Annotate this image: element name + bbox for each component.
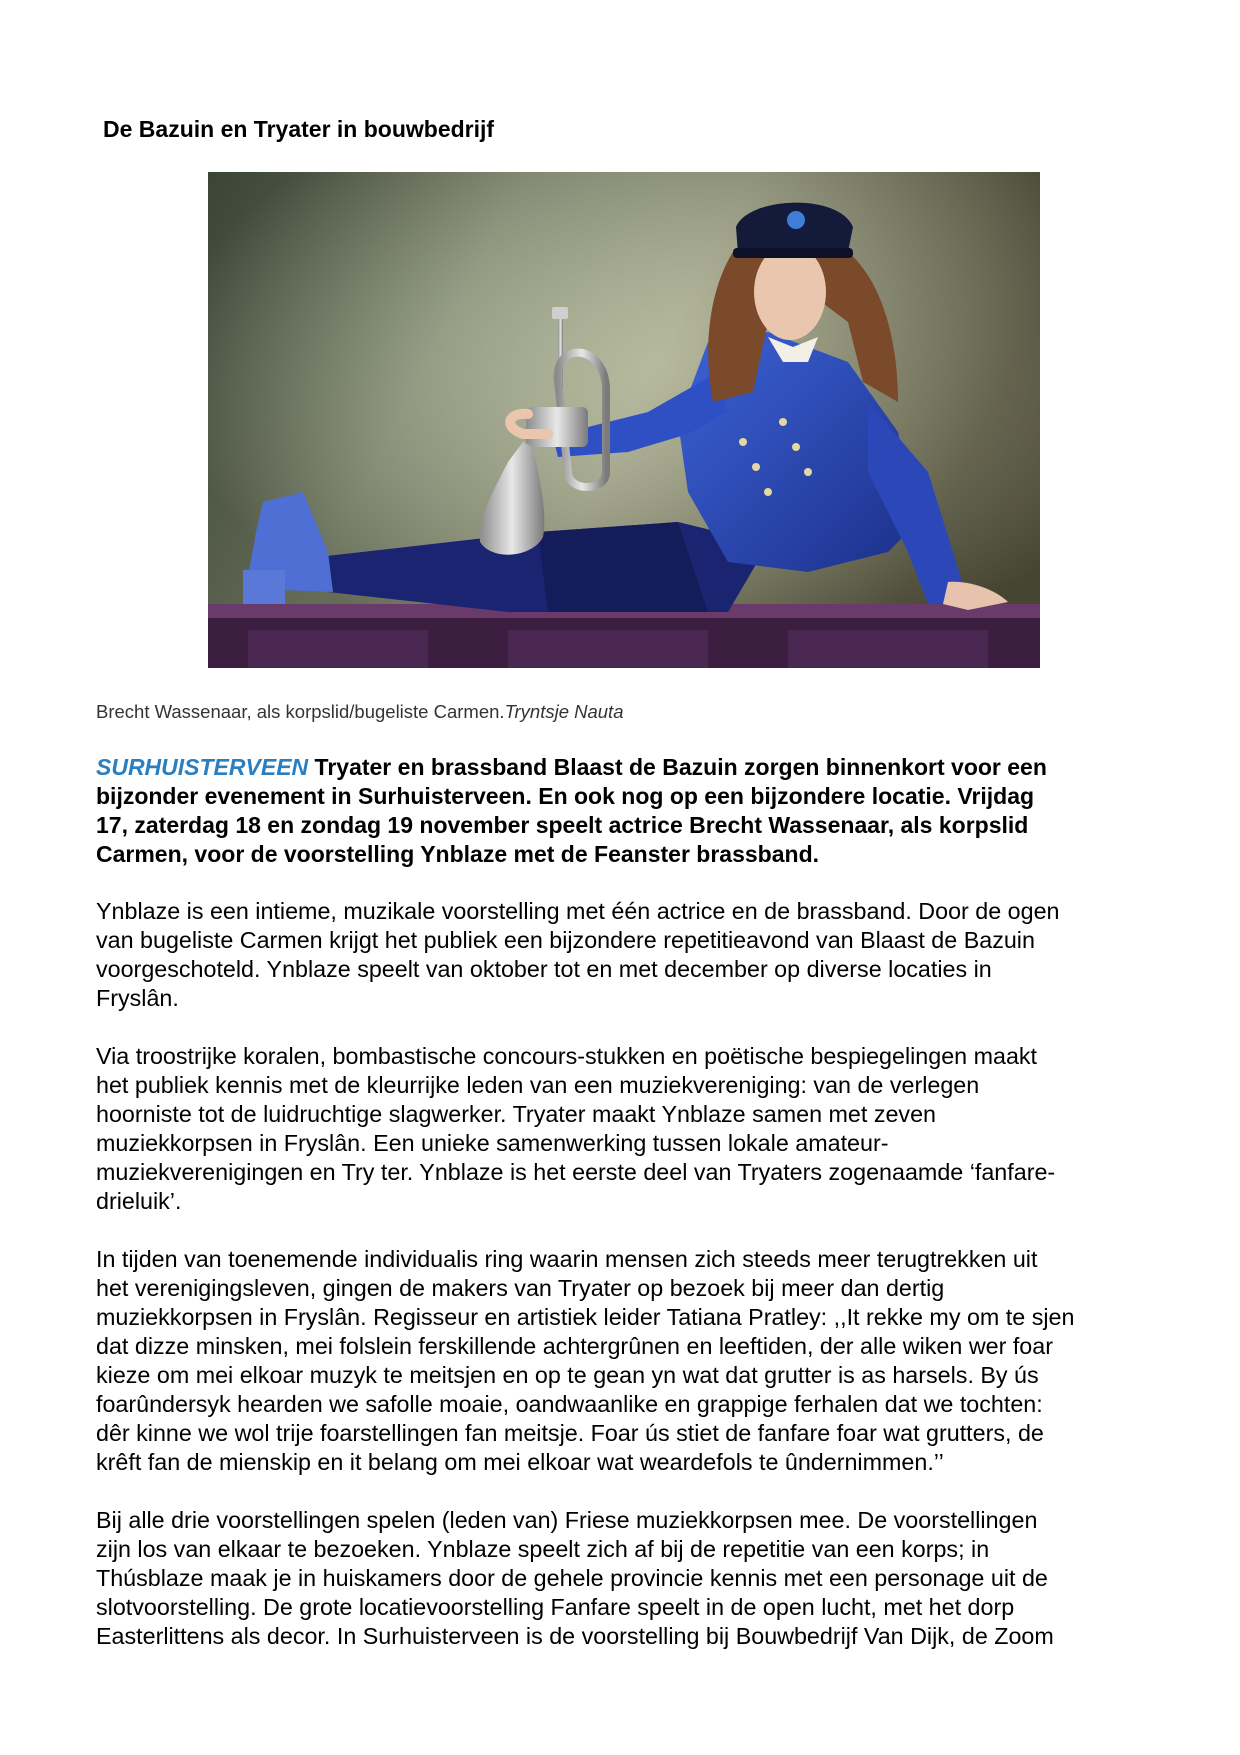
text-line: Thúsblaze maak je in huiskamers door de gehele provincie kennis met een personage uit de bbox=[96, 1565, 1048, 1591]
body-paragraph-3 bbox=[96, 1245, 1156, 1477]
text-line: het publiek kennis met de kleurrijke leden van een muziekvereniging: van de verlegen bbox=[96, 1072, 980, 1098]
text-line: Fryslân. bbox=[96, 985, 179, 1011]
lead-line-2: bijzonder evenement in Surhuisterveen. En ook nog op een bijzondere locatie. Vrijdag bbox=[96, 783, 1035, 809]
photo-credit: Tryntsje Nauta bbox=[504, 701, 624, 722]
text-line: Bij alle drie voorstellingen spelen (leden van) Friese muziekkorpsen mee. De voorstellingen bbox=[96, 1507, 1038, 1533]
text-line: muziekverenigingen en Try ter. Ynblaze is het eerste deel van Tryaters zogenaamde ‘fanfare- bbox=[96, 1159, 1056, 1185]
text-line: foarûndersyk hearden we safolle moaie, oandwaanlike en grappige ferhalen dat we tochten: bbox=[96, 1391, 1043, 1417]
text-line: Easterlittens als decor. In Surhuisterveen is de voorstelling bij Bouwbedrijf Van Dijk, de Zoom bbox=[96, 1623, 1054, 1649]
text-line: Ynblaze is een intieme, muzikale voorstelling met één actrice en de brassband. Door de ogen bbox=[96, 898, 1060, 924]
text-line: slotvoorstelling. De grote locatievoorstelling Fanfare speelt in de open lucht, met het dorp bbox=[96, 1594, 1015, 1620]
article-photo bbox=[208, 172, 1040, 668]
body-paragraph-4 bbox=[96, 1506, 1156, 1651]
text-line: muziekkorpsen in Fryslân. Een unieke samenwerking tussen lokale amateur- bbox=[96, 1130, 889, 1156]
text-line: dêr kinne we wol trije foarstellingen fan meitsje. Foar ús stiet de fanfare foar wat grutters, de bbox=[96, 1420, 1044, 1446]
text-line: In tijden van toenemende individualis ring waarin mensen zich steeds meer terugtrekken uit bbox=[96, 1246, 1038, 1272]
text-line: muziekkorpsen in Fryslân. Regisseur en artistiek leider Tatiana Pratley: ,,It rekke my om te sjen bbox=[96, 1304, 1075, 1330]
article-body bbox=[96, 753, 1156, 1680]
body-paragraph-1 bbox=[96, 897, 1156, 1013]
text-line: drieluik’. bbox=[96, 1188, 182, 1214]
body-paragraph-2 bbox=[96, 1042, 1156, 1216]
text-line: het verenigingsleven, gingen de makers van Tryater op bezoek bij meer dan dertig bbox=[96, 1275, 945, 1301]
text-line: krêft fan de mienskip en it belang om mei elkoar wat weardefols te ûndernimmen.’’ bbox=[96, 1449, 944, 1475]
article-headline: De Bazuin en Tryater in bouwbedrijf bbox=[103, 116, 495, 142]
dateline: SURHUISTERVEEN bbox=[96, 754, 309, 780]
text-line: zijn los van elkaar te bezoeken. Ynblaze speelt zich af bij de repetitie van een korps; in bbox=[96, 1536, 990, 1562]
woman-with-flugelhorn-photo-icon bbox=[208, 172, 1040, 668]
photo-caption bbox=[96, 700, 624, 724]
lead-line-1: SURHUISTERVEEN Tryater en brassband Blaast de Bazuin zorgen binnenkort voor een bbox=[96, 754, 1047, 780]
text-line: dat dizze minsken, mei folslein ferskillende achtergrûnen en leeftiden, der alle wiken wer foar bbox=[96, 1333, 1053, 1359]
text-line: van bugeliste Carmen krijgt het publiek een bijzondere repetitieavond van Blaast de Bazuin bbox=[96, 927, 1035, 953]
text-line: Via troostrijke koralen, bombastische concours-stukken en poëtische bespiegelingen maakt bbox=[96, 1043, 1038, 1069]
caption-text: Brecht Wassenaar, als korpslid/bugeliste Carmen. bbox=[96, 701, 505, 722]
lead-line-4: Carmen, voor de voorstelling Ynblaze met de Feanster brassband. bbox=[96, 841, 820, 867]
lead-line-3: 17, zaterdag 18 en zondag 19 november speelt actrice Brecht Wassenaar, als korpslid bbox=[96, 812, 1029, 838]
text-line: kieze om mei elkoar muzyk te meitsjen en op te gean yn wat dat grutter is as harsels. By ús bbox=[96, 1362, 1039, 1388]
text-line: voorgeschoteld. Ynblaze speelt van oktober tot en met december op diverse locaties in bbox=[96, 956, 992, 982]
text-line: hoorniste tot de luidruchtige slagwerker. Tryater maakt Ynblaze samen met zeven bbox=[96, 1101, 936, 1127]
lead-paragraph bbox=[96, 753, 1156, 869]
